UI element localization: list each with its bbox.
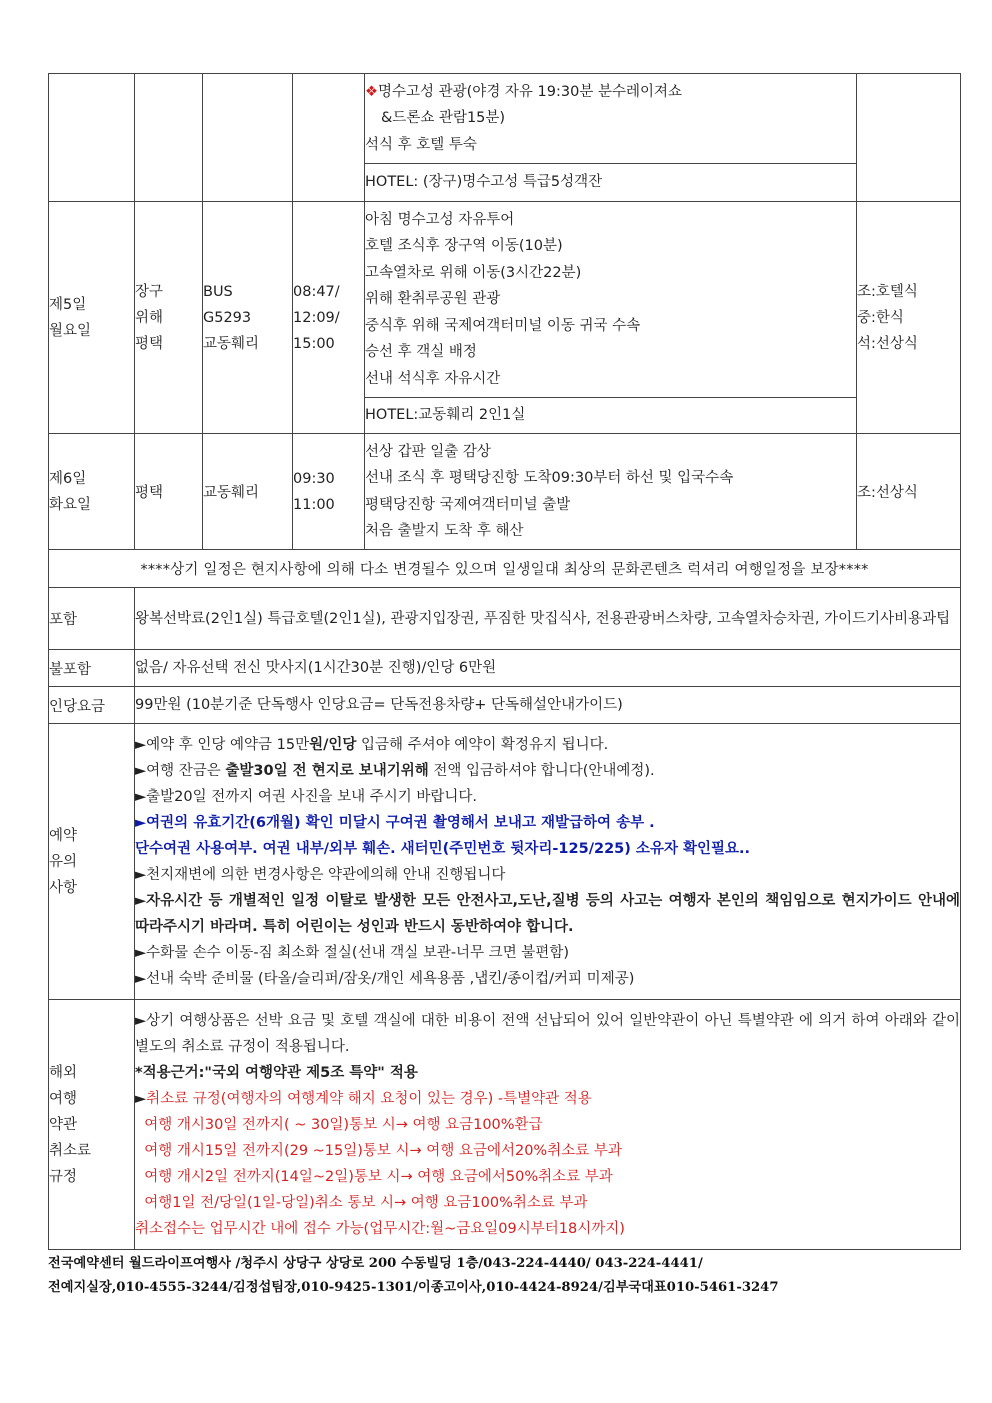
included-label: 포함 [49, 588, 135, 650]
day6-day-cell: 제6일 화요일 [49, 434, 135, 550]
day5-hotel: HOTEL:교동훼리 2인1실 [365, 398, 857, 434]
day6-activities [365, 434, 857, 550]
list-item: 아침 명수고성 자유투어 [365, 211, 515, 228]
list-item: 여행1일 전/당일(1일-당일)취소 통보 시→ 여행 요금100%취소료 부과 [135, 1194, 588, 1211]
footer-contacts: 전예지실장,010-4555-3244/김정섭팀장,010-9425-1301/이종고이사,010-4424-8924/김부국대표010-5461-3247 [48, 1280, 779, 1295]
list-item: *적용근거:"국외 여행약관 제5조 특약" 적용 [135, 1064, 418, 1081]
list-item: 승선 후 객실 배정 [365, 344, 477, 361]
footer-address: 전국예약센터 월드라이프여행사 /청주시 상당구 상당로 200 수동빌딩 1층/043-224-4440/ 043-224-4441/ [48, 1256, 703, 1271]
diamond-bullet-icon: ❖ [365, 83, 378, 100]
list-item: 위해 환취루공원 관광 [365, 291, 501, 308]
day6-time-cell: 09:30 11:00 [293, 434, 365, 550]
list-item: ►여권의 유효기간(6개월) 확인 미달시 구여권 촬영해서 보내고 재발급하여 송부 . [135, 814, 655, 831]
day4-activity-row [49, 74, 961, 164]
day6-row [49, 434, 961, 550]
list-item: 여행 개시2일 전까지(14일~2일)통보 시→ 여행 요금에서50%취소료 부과 [135, 1168, 613, 1185]
list-item: ►출발20일 전까지 여권 사진을 보내 주시기 바랍니다. [135, 788, 478, 805]
booking-row [49, 724, 961, 1000]
list-item: 평택당진항 국제여객터미널 출발 [365, 496, 571, 513]
day4-meal-cell [857, 74, 961, 202]
included-row [49, 588, 961, 650]
notice-row [49, 550, 961, 588]
list-item: ►선내 숙박 준비물 (타올/슬리퍼/잠옷/개인 세욕용품 ,냅킨/종이컵/커피 미제공) [135, 970, 635, 987]
list-item: 호텔 조식후 장구역 이동(10분) [365, 238, 563, 255]
list-item: ►천지재변에 의한 변경사항은 약관에의해 안내 진행됩니다 [135, 866, 506, 883]
list-item: ►상기 여행상품은 선박 요금 및 호텔 객실에 대한 비용이 전액 선납되어 있어 일반약관이 아닌 특별약관 에 의거 하여 아래와 같이 별도의 취소료 규정이 적용됩니다. [135, 1012, 960, 1055]
list-item: 취소접수는 업무시간 내에 접수 가능(업무시간:월~금요일09시부터18시까지) [135, 1220, 625, 1237]
booking-notes [135, 724, 961, 1000]
day4-transport-cell [203, 74, 293, 202]
list-item: ❖명수고성 관광(야경 자유 19:30분 분수레이져쇼 [365, 83, 682, 100]
list-item: 여행 개시15일 전까지(29 ~15일)통보 시→ 여행 요금에서20%취소료 부과 [135, 1142, 622, 1159]
day5-place-cell: 장구 위해 평택 [135, 202, 203, 434]
price-row [49, 687, 961, 724]
day5-activity-row [49, 202, 961, 398]
excluded-row [49, 650, 961, 687]
day4-time-cell [293, 74, 365, 202]
list-item: 처음 출발지 도착 후 해산 [365, 523, 524, 539]
cancel-rules [135, 1000, 961, 1250]
excluded-label: 불포함 [49, 650, 135, 687]
list-item: ►여행 잔금은 출발30일 전 현지로 보내기위해 전액 입금하셔야 합니다(안내예정). [135, 762, 655, 779]
price-label: 인당요금 [49, 687, 135, 724]
day5-meal-cell: 조:호텔식 중:한식 석:선상식 [857, 202, 961, 434]
booking-label: 예약 유의 사항 [49, 724, 135, 1000]
list-item: 고속열차로 위해 이동(3시간22분) [365, 264, 582, 281]
day4-day-cell [49, 74, 135, 202]
excluded-text: 없음/ 자유선택 전신 맛사지(1시간30분 진행)/인당 6만원 [135, 650, 961, 687]
list-item: 선내 석식후 자유시간 [365, 370, 501, 387]
itinerary-table [48, 73, 961, 1250]
day4-hotel: HOTEL: (장구)명수고성 특급5성객잔 [365, 164, 857, 202]
day6-transport-cell: 교동훼리 [203, 434, 293, 550]
list-item: 선상 갑판 일출 감상 [365, 443, 491, 460]
cancel-row [49, 1000, 961, 1250]
footer-contact [48, 1252, 779, 1300]
list-item: &드론쇼 관람15분) [381, 110, 506, 127]
list-item: 석식 후 호텔 투숙 [365, 136, 477, 153]
day5-activities [365, 202, 857, 398]
day6-place-cell: 평택 [135, 434, 203, 550]
included-text: 왕복선박료(2인1실) 특급호텔(2인1실), 관광지입장권, 푸짐한 맛집식사, 전용관광버스차량, 고속열차승차권, 가이드기사비용과팁 [135, 588, 961, 650]
schedule-notice: ****상기 일정은 현지사항에 의해 다소 변경될수 있으며 일생일대 최상의 문화콘텐츠 럭셔리 여행일정을 보장**** [49, 550, 961, 588]
list-item: 단수여권 사용여부. 여권 내부/외부 훼손. 새터민(주민번호 뒷자리-125/225) 소유자 확인필요.. [135, 840, 751, 857]
list-item: ►예약 후 인당 예약금 15만원/인당 입금해 주셔야 예약이 확정유지 됩니다. [135, 736, 609, 753]
list-item: 중식후 위해 국제여객터미널 이동 귀국 수속 [365, 317, 641, 334]
day5-time-cell: 08:47/ 12:09/ 15:00 [293, 202, 365, 434]
day5-transport-cell: BUS G5293 교동훼리 [203, 202, 293, 434]
day4-place-cell [135, 74, 203, 202]
list-item: 선내 조식 후 평택당진항 도착09:30부터 하선 및 입국수속 [365, 470, 734, 486]
list-item: ►자유시간 등 개별적인 일정 이탈로 발생한 모든 안전사고,도난,질병 등의 사고는 여행자 본인의 책임임으로 현지가이드 안내에 따라주시기 바라며. 특히 어린이는 성인과 반드시 동반하여야 합니다. [135, 892, 960, 935]
price-text: 99만원 (10분기준 단독행사 인당요금= 단독전용차량+ 단독해설안내가이드) [135, 687, 961, 724]
day4-activities [365, 74, 857, 164]
day5-day-cell: 제5일 월요일 [49, 202, 135, 434]
list-item: 여행 개시30일 전까지( ~ 30일)통보 시→ 여행 요금100%환급 [135, 1116, 543, 1133]
cancel-label: 해외 여행 약관 취소료 규정 [49, 1000, 135, 1250]
day6-meal-cell: 조:선상식 [857, 434, 961, 550]
list-item: ►수화물 손수 이동-짐 최소화 절실(선내 객실 보관-너무 크면 불편함) [135, 944, 569, 961]
list-item: ►취소료 규정(여행자의 여행계약 해지 요청이 있는 경우) -특별약관 적용 [135, 1090, 592, 1107]
